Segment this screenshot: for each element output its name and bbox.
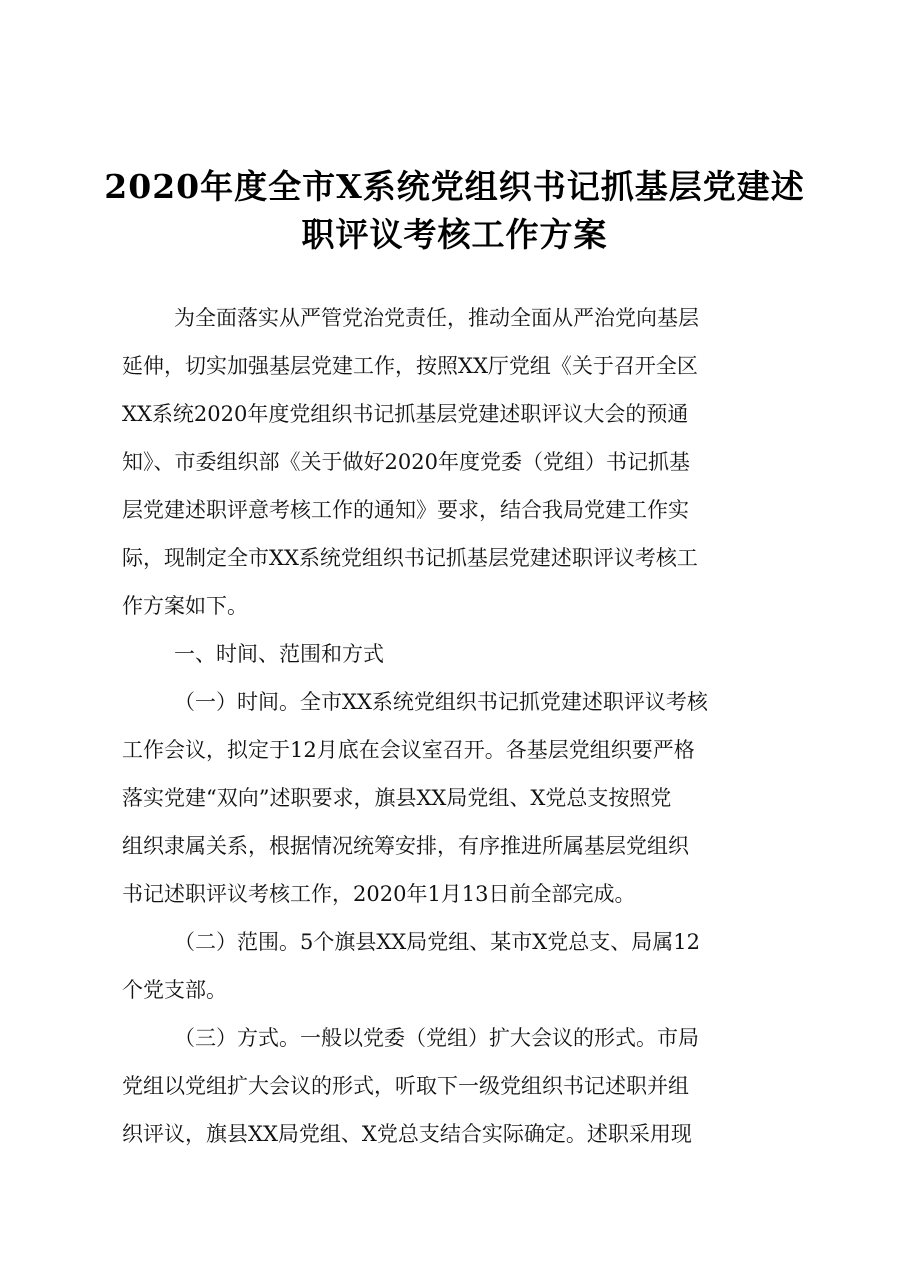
document-title-line-1: 2020年度全市X系统党组织书记抓基层党建述 xyxy=(104,167,805,206)
method-paragraph-line: （三）方式。一般以党委（党组）扩大会议的形式。市局 xyxy=(174,1026,699,1050)
intro-paragraph-line: 为全面落实从严管党治党责任，推动全面从严治党向基层 xyxy=(174,306,699,330)
section-heading: 一、时间、范围和方式 xyxy=(174,642,384,666)
intro-paragraph-line: XX系统2020年度党组织书记抓基层党建述职评议大会的预通 xyxy=(122,402,689,426)
intro-paragraph-line: 知》、市委组织部《关于做好2020年度党委（党组）书记抓基 xyxy=(122,450,690,474)
intro-paragraph-line: 作方案如下。 xyxy=(122,594,248,618)
time-paragraph-line: 工作会议，拟定于12月底在会议室召开。各基层党组织要严格 xyxy=(122,738,695,762)
intro-paragraph-line: 延伸，切实加强基层党建工作，按照XX厅党组《关于召开全区 xyxy=(122,354,698,378)
intro-paragraph-line: 际，现制定全市XX系统党组织书记抓基层党建述职评议考核工 xyxy=(122,546,698,570)
document-title-line-2: 职评议考核工作方案 xyxy=(301,215,608,254)
intro-paragraph-line: 层党建述职评意考核工作的通知》要求，结合我局党建工作实 xyxy=(122,498,689,522)
time-paragraph-line: 组织隶属关系，根据情况统筹安排，有序推进所属基层党组织 xyxy=(122,834,689,858)
scope-paragraph-line: 个党支部。 xyxy=(122,978,227,1002)
method-paragraph-line: 党组以党组扩大会议的形式，听取下一级党组织书记述职并组 xyxy=(122,1074,689,1098)
time-paragraph-line: 落实党建“双向”述职要求，旗县XX局党组、X党总支按照党 xyxy=(122,786,672,810)
time-paragraph-line: （一）时间。全市XX系统党组织书记抓党建述职评议考核 xyxy=(174,690,708,714)
method-paragraph-line: 织评议，旗县XX局党组、X党总支结合实际确定。述职采用现 xyxy=(122,1122,692,1146)
time-paragraph-line: 书记述职评议考核工作，2020年1月13日前全部完成。 xyxy=(122,882,636,906)
scope-paragraph-line: （二）范围。5个旗县XX局党组、某市X党总支、局属12 xyxy=(174,930,700,954)
